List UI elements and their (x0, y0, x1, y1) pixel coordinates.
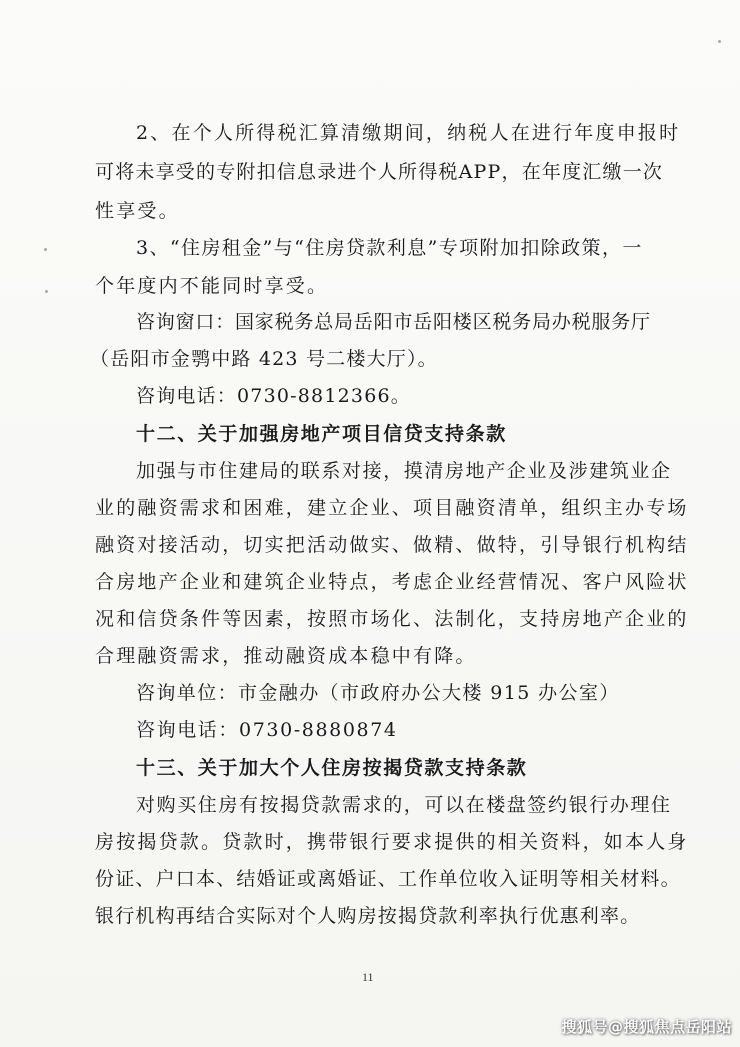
page-number: 11 (362, 970, 374, 984)
paragraph-line: 2、在个人所得税汇算清缴期间，纳税人在进行年度申报时 (136, 122, 681, 144)
paragraph-line: 房按揭贷款。贷款时，携带银行要求提供的相关资料，如本人身 (95, 831, 689, 853)
consult-unit: 咨询单位：市金融办（市政府办公大楼 915 办公室） (136, 682, 620, 704)
paragraph-line: 加强与市住建局的联系对接，摸清房地产企业及涉建筑业企 (136, 460, 672, 482)
consult-phone: 咨询电话：0730-8812366。 (136, 385, 411, 407)
paragraph-line: 融资对接活动，切实把活动做实、做精、做特，引导银行机构结 (95, 534, 689, 556)
scan-speck (718, 40, 721, 43)
scan-speck (45, 290, 48, 293)
paragraph-line: 可将未享受的专附扣信息录进个人所得税APP，在年度汇缴一次 (95, 161, 664, 183)
paragraph-line: 银行机构再结合实际对个人购房按揭贷款利率执行优惠利率。 (95, 905, 641, 927)
consult-window: 咨询窗口：国家税务总局岳阳市岳阳楼区税务局办税服务厅 (136, 311, 651, 333)
consult-address: （岳阳市金鹗中路 423 号二楼大厅）。 (90, 348, 438, 370)
paragraph-line: 个年度内不能同时享受。 (95, 275, 329, 297)
paragraph-line: 份证、户口本、结婚证或离婚证、工作单位收入证明等相关材料。 (95, 868, 681, 890)
consult-phone: 咨询电话：0730-8880874 (136, 719, 398, 741)
watermark: 搜狐号@搜狐焦点岳阳站 (561, 1018, 732, 1036)
paragraph-line: 业的融资需求和困难，建立企业、项目融资清单，组织主办专场 (95, 497, 689, 519)
paragraph-line: 性享受。 (95, 200, 180, 222)
paragraph-line: 3、“住房租金”与“住房贷款利息”专项附加扣除政策，一 (136, 237, 643, 259)
section-heading-12: 十二、关于加强房地产项目信贷支持条款 (136, 423, 507, 445)
section-heading-13: 十三、关于加大个人住房按揭贷款支持条款 (136, 757, 528, 779)
paragraph-line: 合房地产企业和建筑企业特点，考虑企业经营情况、客户风险状 (95, 571, 689, 593)
paragraph-line: 合理融资需求，推动融资成本稳中有降。 (95, 645, 477, 667)
paragraph-line: 况和信贷条件等因素，按照市场化、法制化，支持房地产企业的 (95, 608, 689, 630)
paragraph-line: 对购买住房有按揭贷款需求的，可以在楼盘签约银行办理住 (136, 794, 672, 816)
scan-speck (44, 248, 47, 251)
